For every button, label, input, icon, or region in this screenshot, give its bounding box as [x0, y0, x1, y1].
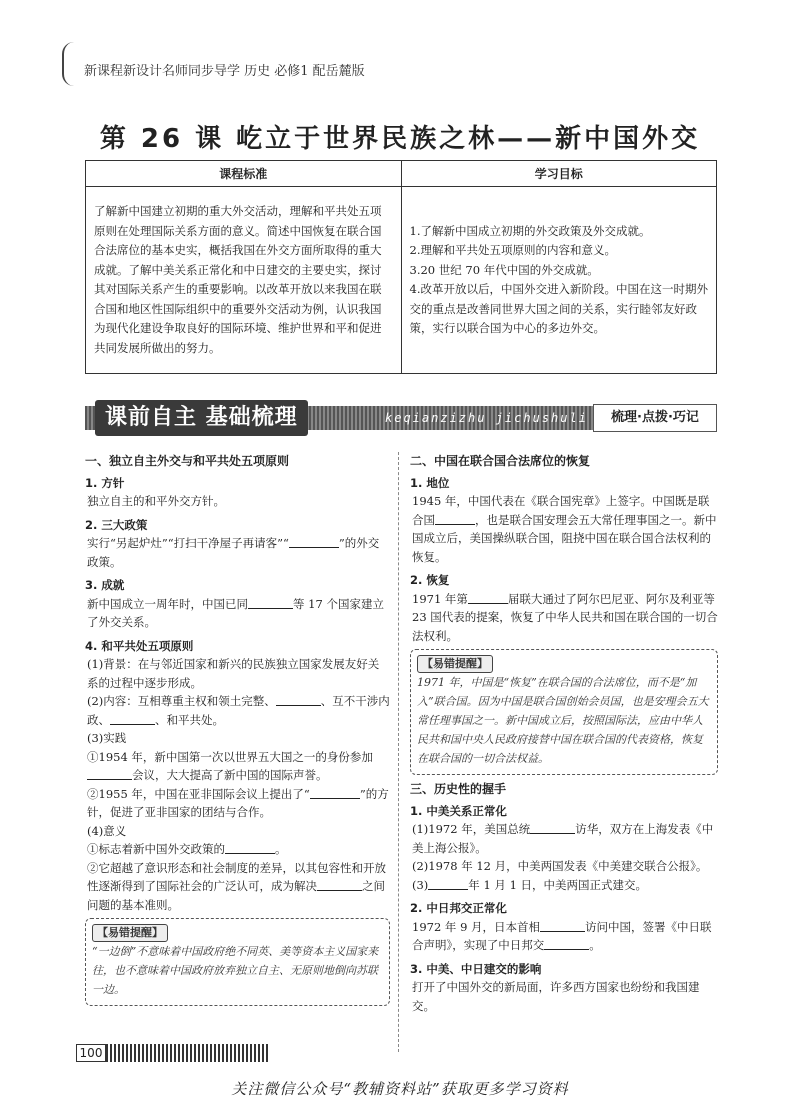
subsection-title: 1. 方针: [85, 475, 125, 490]
standards-text: 了解新中国建立初期的重大外交活动，理解和平共处五项原则在处理国际关系方面的意义。简述中国恢复在联合国合法席位的基本史实，概括我国在外交方面所取得的重大成就。了解中美关系正常化和中日建交的主要史实，探讨其对国际关系产生的重要影响。以改革开放以来我国在联合国和地区性国际组织中的重要外交活动为例，认识我国为现代化建设争取良好的国际环境、维护世界和平和促进共同发展所做出的努力。: [86, 187, 402, 374]
error-reminder-text: 1971 年，中国是“恢复”在联合国的合法席位，而不是“加入”联合国。因为中国是联合国创始会员国，也是安理会五大常任理事国之一。新中国成立后，按照国际法，应由中华人民共和国中央人民政府接替中国在联合国的代表资格，恢复在联合国的一切合法权益。: [417, 676, 709, 765]
banner-pinyin: keqianzizhu jichushuli: [385, 411, 588, 425]
fill-in-paragraph: 1972 年 9 月，日本首相 访问中国，签署《中日联合声明》，实现了中日邦交 。: [412, 919, 712, 952]
error-reminder-box: [410, 649, 718, 775]
paragraph: (1)背景：在与邻近国家和新兴的民族独立国家发展友好关系的过程中逐步形成。: [87, 657, 380, 690]
section-title: 一、独立自主外交与和平共处五项原则: [85, 454, 290, 468]
objective-item: 1.了解新中国成立初期的外交政策及外交成就。: [409, 223, 651, 238]
fill-in-paragraph: 实行“另起炉灶”“打扫干净屋子再请客”“ ”的外交政策。: [87, 536, 380, 569]
page-number-bar: [106, 1044, 270, 1062]
answer-blank[interactable]: [225, 841, 275, 854]
fill-in-paragraph: ②它超越了意识形态和社会制度的差异，以其包容性和开放性逐渐得到了国际社会的广泛认可，成为解决 之间问题的基本准则。: [87, 860, 386, 912]
answer-blank[interactable]: [310, 786, 360, 799]
standards-table: [85, 160, 717, 374]
fill-in-paragraph: 1971 年第 届联大通过了阿尔巴尼亚、阿尔及利亚等 23 国代表的提案，恢复了中华人民共和国在联合国的一切合法权利。: [412, 591, 718, 643]
paragraph: (4)意义: [87, 823, 127, 838]
right-column: [410, 452, 718, 1015]
subsection-title: 2. 三大政策: [85, 517, 148, 532]
fill-in-paragraph: 新中国成立一周年时，中国已同 等 17 个国家建立了外交关系。: [87, 596, 384, 629]
objective-item: 2.理解和平共处五项原则的内容和意义。: [409, 243, 616, 257]
table-header-objectives: 学习目标: [401, 161, 717, 187]
section-title: 三、历史性的握手: [410, 782, 507, 796]
error-reminder-text: “一边倒”不意味着中国政府绝不同英、美等资本主义国家来往，也不意味着中国政府放弃独立自主、无原则地倒向苏联一边。: [92, 945, 379, 996]
objective-item: 4.改革开放以后，中国外交进入新阶段。中国在这一时期外交的重点是改善同世界大国之间的关系，实行睦邻友好政策，实行以联合国为中心的多边外交。: [409, 282, 708, 335]
promo-footer: 关注微信公众号“教辅资料站”获取更多学习资料: [231, 1080, 569, 1098]
subsection-title: 4. 和平共处五项原则: [85, 638, 194, 653]
subsection-title: 2. 中日邦交正常化: [410, 901, 507, 915]
page-number: 100: [76, 1044, 106, 1062]
answer-blank[interactable]: [289, 535, 339, 548]
section-banner: [85, 398, 717, 438]
paragraph: 独立自主的和平外交方针。: [87, 494, 225, 508]
answer-blank[interactable]: [540, 919, 585, 932]
answer-blank[interactable]: [428, 877, 468, 890]
answer-blank[interactable]: [468, 591, 508, 604]
subsection-title: 1. 中美关系正常化: [410, 803, 507, 818]
fill-in-paragraph: ①标志着新中国外交政策的 。: [87, 842, 287, 856]
subsection-title: 3. 成就: [85, 578, 125, 592]
fill-in-paragraph: (2)内容：互相尊重主权和领土完整、 、互不干涉内政、 、和平共处。: [87, 694, 390, 727]
banner-label: 梳理·点拨·巧记: [593, 404, 717, 432]
objectives-cell: [401, 187, 717, 374]
subsection-title: 1. 地位: [410, 475, 450, 490]
header-brace: [62, 42, 76, 86]
answer-blank[interactable]: [530, 821, 575, 834]
answer-blank[interactable]: [87, 767, 132, 780]
error-reminder-box: [85, 918, 390, 1006]
lesson-title: 第 26 课 屹立于世界民族之林——新中国外交: [99, 124, 701, 154]
left-column: [85, 452, 390, 1006]
answer-blank[interactable]: [544, 937, 589, 950]
answer-blank[interactable]: [435, 512, 475, 525]
table-header-standards: 课程标准: [86, 161, 402, 187]
subsection-title: 2. 恢复: [410, 573, 450, 587]
answer-blank[interactable]: [110, 712, 155, 725]
banner-title: 课前自主 基础梳理: [95, 400, 308, 436]
objective-item: 3.20 世纪 70 年代中国的外交成就。: [409, 262, 599, 277]
answer-blank[interactable]: [317, 878, 362, 891]
paragraph: (2)1978 年 12 月，中美两国发表《中美建交联合公报》。: [412, 859, 708, 873]
fill-in-paragraph: 1945 年，中国代表在《联合国宪章》上签字。中国既是联合国 ，也是联合国安理会五大常任理事国之一。新中国成立后，美国操纵联合国，阻挠中国在联合国合法权利的恢复。: [412, 494, 717, 564]
answer-blank[interactable]: [248, 596, 293, 609]
fill-in-paragraph: ②1955 年，中国在亚非国际会议上提出了“ ”的方针，促进了亚非国家的团结与合作。: [87, 786, 389, 819]
subsection-title: 3. 中美、中日建交的影响: [410, 961, 542, 976]
book-header: 新课程新设计名师同步导学 历史 必修1 配岳麓版: [84, 64, 365, 79]
error-reminder-tag: 【易错提醒】: [417, 655, 493, 673]
paragraph: (3)实践: [87, 731, 127, 745]
fill-in-paragraph: (1)1972 年，美国总统 访华，双方在上海发表《中美上海公报》。: [412, 822, 714, 855]
column-divider: [398, 452, 399, 1052]
fill-in-paragraph: ①1954 年，新中国第一次以世界五大国之一的身份参加会议，大大提高了新中国的国际声誉。: [87, 749, 373, 782]
fill-in-paragraph: (3) 年 1 月 1 日，中美两国正式建交。: [412, 877, 648, 892]
error-reminder-tag: 【易错提醒】: [92, 924, 168, 942]
paragraph: 打开了中国外交的新局面，许多西方国家也纷纷和我国建交。: [412, 980, 700, 1013]
section-title: 二、中国在联合国合法席位的恢复: [410, 454, 591, 468]
answer-blank[interactable]: [276, 693, 321, 706]
